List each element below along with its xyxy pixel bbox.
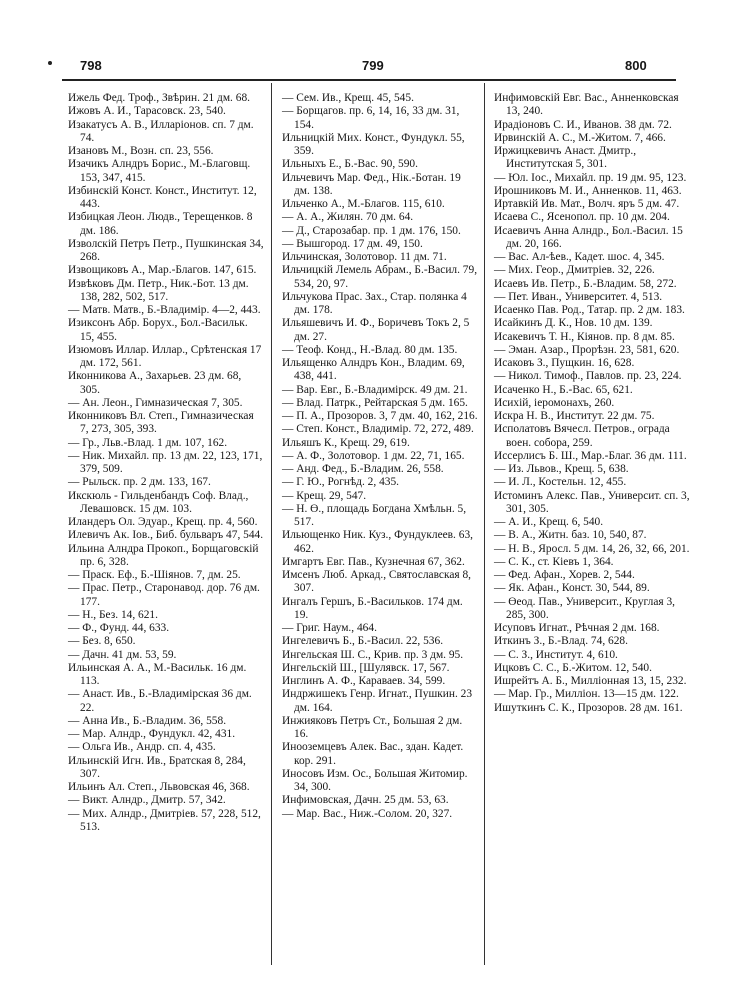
directory-entry: Иконниковъ Вл. Степ., Гимназическая 7, 273, 305, 393. xyxy=(68,410,254,436)
directory-entry: Истоминъ Алекс. Пав., Университ. сп. 3, 301, 305. xyxy=(494,489,690,515)
directory-entry: Иржицкевичъ Анаст. Дмитр., Институтская 5, 301. xyxy=(494,145,637,171)
directory-entry: — Н. В., Яросл. 5 дм. 14, 26, 32, 66, 201. xyxy=(494,542,690,555)
directory-entry: — Прас. Петр., Старонавод. дор. 76 дм. 177. xyxy=(68,582,260,608)
directory-entry: — Мар. Гр., Милліон. 13—15 дм. 122. xyxy=(494,688,679,701)
column-divider-2 xyxy=(484,83,485,965)
directory-entry: Изачикъ Алндръ Борис., М.-Благовщ. 153, 347, 415. xyxy=(68,158,251,184)
directory-entry: — Праск. Еф., Б.-Шіянов. 7, дм. 25. xyxy=(68,569,241,581)
directory-entry: Ижель Фед. Троф., Звѣрин. 21 дм. 68. xyxy=(68,92,250,104)
directory-entry: Извѣковъ Дм. Петр., Ник.-Бот. 13 дм. 138, 282, 502, 517. xyxy=(68,277,249,303)
directory-entry: Иссерлисъ Б. Ш., Мар.-Благ. 36 дм. 111. xyxy=(494,449,687,462)
directory-entry: — Вар. Евг., Б.-Владимірск. 49 дм. 21. xyxy=(282,383,468,396)
directory-entry: Исполатовъ Вячесл. Петров., ограда воен. собора, 259. xyxy=(494,423,670,449)
directory-entry: Изановъ М., Возн. сп. 23, 556. xyxy=(68,145,214,157)
directory-entry: Иландеръ Ол. Эдуар., Крещ. пр. 4, 560. xyxy=(68,516,258,528)
directory-entry: Инглинъ А. Ф., Караваев. 34, 599. xyxy=(282,675,446,687)
directory-entry: Ильчевичъ Мар. Фед., Нік.-Ботан. 19 дм. 138. xyxy=(282,171,461,197)
directory-entry: — Степ. Конст., Владимір. 72, 272, 489. xyxy=(282,423,474,436)
directory-entry: — И. Л., Костельн. 12, 455. xyxy=(494,476,627,489)
directory-entry: Ильинская А. А., М.-Васильк. 16 дм. 113. xyxy=(68,661,247,687)
directory-entry: Ижовъ А. И., Тарасовск. 23, 540. xyxy=(68,105,226,118)
directory-entry: — Ан. Леон., Гимназическая 7, 305. xyxy=(68,396,243,409)
directory-entry: Инооземцевъ Алек. Вас., здан. Кадет. кор. 291. xyxy=(282,741,464,767)
directory-entry: Изакатусъ А. В., Илларіонов. сп. 7 дм. 74. xyxy=(68,118,254,144)
directory-entry: Ильченко А., М.-Благов. 115, 610. xyxy=(282,198,445,210)
directory-entry: — А. А., Жилян. 70 дм. 64. xyxy=(282,211,414,224)
directory-entry: Ирошниковъ М. И., Анненков. 11, 463. xyxy=(494,184,682,197)
directory-entry: Ильницкій Мих. Конст., Фундукл. 55, 359. xyxy=(282,131,465,157)
column-divider-1 xyxy=(271,83,272,965)
directory-entry: — Ф., Фунд. 44, 633. xyxy=(68,622,170,634)
directory-entry: — Ольга Ив., Андр. сп. 4, 435. xyxy=(68,741,216,754)
directory-entry: — Теоф. Конд., Н.-Влад. 80 дм. 135. xyxy=(282,343,458,356)
directory-entry: — Эман. Азар., Прорѣзн. 23, 581, 620. xyxy=(494,343,680,356)
directory-entry: Изюмовъ Иллар. Иллар., Срѣтенская 17 дм. 172, 561. xyxy=(68,343,262,369)
directory-entry: — П. А., Прозоров. 3, 7 дм. 40, 162, 216. xyxy=(282,410,478,422)
directory-entry: — Ник. Михайл. пр. 13 дм. 22, 123, 171, 379, 509. xyxy=(68,449,263,475)
directory-entry: Ильяшъ К., Крещ. 29, 619. xyxy=(282,436,410,449)
directory-entry: — Юл. Іос., Михайл. пр. 19 дм. 95, 123. xyxy=(494,171,687,184)
directory-entry: Исаенко Пав. Род., Татар. пр. 2 дм. 183. xyxy=(494,304,685,316)
directory-entry: — С. З., Институт. 4, 610. xyxy=(494,648,618,661)
directory-entry: Ингельская Ш. С., Крив. пр. 3 дм. 95. xyxy=(282,648,464,661)
directory-entry: Ильяшевичъ И. Ф., Боричевъ Токъ 2, 5 дм. 27. xyxy=(282,317,470,343)
directory-entry: Ирадіоновъ С. И., Иванов. 38 дм. 72. xyxy=(494,118,672,131)
directory-entry: Илевичъ Ак. Іов., Биб. бульваръ 47, 544. xyxy=(68,529,264,542)
directory-entry: Извощиковъ А., Мар.-Благов. 147, 615. xyxy=(68,264,257,277)
directory-entry: — С. К., ст. Кіевъ 1, 364. xyxy=(494,555,614,568)
directory-entry: — Өеод. Пав., Университ., Круглая 3, 285, 300. xyxy=(494,595,676,621)
directory-entry: — Мар. Вас., Ниж.-Солом. 20, 327. xyxy=(282,807,453,820)
directory-entry: Ишуткинъ С. К., Прозоров. 28 дм. 161. xyxy=(494,701,683,714)
directory-entry: Исихій, іеромонахъ, 260. xyxy=(494,396,615,409)
page-number-left: 798 xyxy=(80,58,102,73)
directory-entry: — Из. Львов., Крещ. 5, 638. xyxy=(494,463,629,475)
directory-entry: Ильинскій Игн. Ив., Братская 8, 284, 307. xyxy=(68,754,246,780)
directory-entry: — Влад. Патрк., Рейтарская 5 дм. 165. xyxy=(282,396,468,409)
column-3 xyxy=(494,92,690,715)
directory-entry: Ингельскій Ш., [Шулявск. 17, 567. xyxy=(282,661,450,674)
directory-entry: — Гр., Льв.-Влад. 1 дм. 107, 162. xyxy=(68,436,228,449)
directory-entry: — Фед. Афан., Хорев. 2, 544. xyxy=(494,569,635,581)
directory-entry: Избицкая Леон. Людв., Терещенков. 8 дм. 186. xyxy=(68,211,253,237)
directory-entry: Ицковъ С. С., Б.-Житом. 12, 540. xyxy=(494,661,652,674)
directory-entry: — Мих. Алндр., Дмитріев. 57, 228, 512, 513. xyxy=(68,807,261,833)
directory-entry: — Мар. Алндр., Фундукл. 42, 431. xyxy=(68,728,236,740)
directory-entry: Исайкинъ Д. К., Нов. 10 дм. 139. xyxy=(494,317,653,330)
directory-entry: Имгартъ Евг. Пав., Кузнечная 67, 362. xyxy=(282,555,465,568)
directory-entry: — Анна Ив., Б.-Владим. 36, 558. xyxy=(68,714,227,727)
directory-entry: — Рыльск. пр. 2 дм. 133, 167. xyxy=(68,476,211,489)
directory-entry: — Крещ. 29, 547. xyxy=(282,489,367,502)
directory-entry: Икскюль - Гильденбандъ Соф. Влад., Левашовск. 15 дм. 103. xyxy=(68,489,249,515)
directory-entry: — Сем. Ив., Крещ. 45, 545. xyxy=(282,92,414,104)
directory-entry: Ингелевичъ Б., Б.-Васил. 22, 536. xyxy=(282,635,444,648)
directory-entry: — Матв. Матв., Б.-Владимір. 4—2, 443. xyxy=(68,304,261,316)
directory-entry: Исаевичъ Анна Алндр., Бол.-Васил. 15 дм. 20, 166. xyxy=(494,224,683,250)
directory-entry: — Викт. Алндр., Дмитр. 57, 342. xyxy=(68,794,226,807)
directory-entry: — Вышгород. 17 дм. 49, 150. xyxy=(282,237,423,250)
directory-entry: Ильина Алндра Прокоп., Борщаговскій пр. 6, 328. xyxy=(68,542,259,568)
directory-entry: — Григ. Наум., 464. xyxy=(282,622,377,634)
page-number-center: 799 xyxy=(362,58,384,73)
directory-entry: Исуповъ Игнат., Рѣчная 2 дм. 168. xyxy=(494,622,660,634)
directory-entry: — Анд. Фед., Б.-Владим. 26, 558. xyxy=(282,463,444,475)
directory-entry: Ильященко Алндръ Кон., Владим. 69, 438, 441. xyxy=(282,357,465,383)
directory-entry: Инжияковъ Петръ Ст., Большая 2 дм. 16. xyxy=(282,714,463,740)
directory-entry: Индржишекъ Генр. Игнат., Пушкин. 23 дм. 164. xyxy=(282,688,473,714)
directory-entry: — Дачн. 41 дм. 53, 59. xyxy=(68,648,177,661)
directory-entry: Иртавкій Ив. Мат., Волч. яръ 5 дм. 47. xyxy=(494,198,680,210)
directory-entry: — В. А., Житн. баз. 10, 540, 87. xyxy=(494,529,647,542)
directory-entry: — Н. Ө., площадь Богдана Хмѣльн. 5, 517. xyxy=(282,502,467,528)
directory-entry: Инфимовская, Дачн. 25 дм. 53, 63. xyxy=(282,794,449,807)
directory-entry: Ильчинская, Золотовор. 11 дм. 71. xyxy=(282,251,447,263)
directory-entry: — Н., Без. 14, 621. xyxy=(68,608,158,621)
directory-entry: Ирвинскій А. С., М.-Житом. 7, 466. xyxy=(494,131,666,144)
column-1 xyxy=(68,92,264,834)
directory-entry: Искра Н. В., Институт. 22 дм. 75. xyxy=(494,410,655,422)
directory-entry: Ильинъ Ал. Степ., Львовская 46, 368. xyxy=(68,781,250,793)
directory-entry: — Г. Ю., Рогнѣд. 2, 435. xyxy=(282,476,399,489)
directory-entry: Ильныхъ Е., Б.-Вас. 90, 590. xyxy=(282,158,418,171)
directory-entry: Ильющенко Ник. Куз., Фундуклеев. 63, 462. xyxy=(282,529,473,555)
directory-entry: Избинскій Конст. Конст., Институт. 12, 443. xyxy=(68,184,257,210)
directory-entry: Исаева С., Ясенопол. пр. 10 дм. 204. xyxy=(494,211,670,224)
directory-entry: — Пет. Иван., Университет. 4, 513. xyxy=(494,290,663,303)
directory-entry: Исакевичъ Т. Н., Кіянов. пр. 8 дм. 85. xyxy=(494,330,675,343)
directory-entry: — Д., Старозабар. пр. 1 дм. 176, 150. xyxy=(282,224,461,237)
directory-entry: Изволскій Петръ Петр., Пушкинская 34, 268. xyxy=(68,237,264,263)
directory-entry: — А. Ф., Золотовор. 1 дм. 22, 71, 165. xyxy=(282,449,465,462)
directory-entry: — Вас. Ал-ѣев., Кадет. шос. 4, 345. xyxy=(494,251,665,263)
directory-entry: Иткинъ З., Б.-Влад. 74, 628. xyxy=(494,635,628,648)
directory-entry: Ильчицкій Лемель Абрам., Б.-Васил. 79, 534, 20, 97. xyxy=(282,264,478,290)
directory-entry: Инфимовскій Евг. Вас., Анненковская 13, 240. xyxy=(494,92,679,118)
directory-entry: — А. И., Крещ. 6, 540. xyxy=(494,516,604,528)
margin-dot xyxy=(48,61,52,65)
directory-entry: Изиксонъ Абр. Борух., Бол.-Васильк. 15, 455. xyxy=(68,317,248,343)
directory-entry: — Без. 8, 650. xyxy=(68,635,136,648)
directory-entry: — Никол. Тимоф., Павлов. пр. 23, 224. xyxy=(494,370,682,383)
directory-entry: Исаченко Н., Б.-Вас. 65, 621. xyxy=(494,383,633,396)
directory-entry: Исаевъ Ив. Петр., Б.-Владим. 58, 272. xyxy=(494,277,677,290)
header-rule xyxy=(62,79,676,81)
column-2 xyxy=(282,92,478,821)
directory-entry: Ингалъ Гершъ, Б.-Васильков. 174 дм. 19. xyxy=(282,595,463,621)
directory-entry: Ильчукова Прас. Зах., Стар. полянка 4 дм. 178. xyxy=(282,290,467,316)
directory-entry: — Мих. Геор., Дмитріев. 32, 226. xyxy=(494,264,655,277)
directory-entry: — Як. Афан., Конст. 30, 544, 89. xyxy=(494,582,650,595)
directory-entry: Иносовъ Изм. Ос., Большая Житомир. 34, 300. xyxy=(282,767,468,793)
directory-entry: Иконникова А., Захарьев. 23 дм. 68, 305. xyxy=(68,370,242,396)
directory-entry: Исаковъ З., Пущкин. 16, 628. xyxy=(494,357,635,369)
directory-entry: Имсенъ Люб. Аркад., Святославская 8, 307. xyxy=(282,569,472,595)
directory-entry: — Анаст. Ив., Б.-Владимірская 36 дм. 22. xyxy=(68,688,252,714)
directory-entry: Ишрейтъ А. Б., Милліонная 13, 15, 232. xyxy=(494,675,687,687)
directory-entry: — Борщагов. пр. 6, 14, 16, 33 дм. 31, 154. xyxy=(282,105,460,131)
page-number-right: 800 xyxy=(625,58,647,73)
